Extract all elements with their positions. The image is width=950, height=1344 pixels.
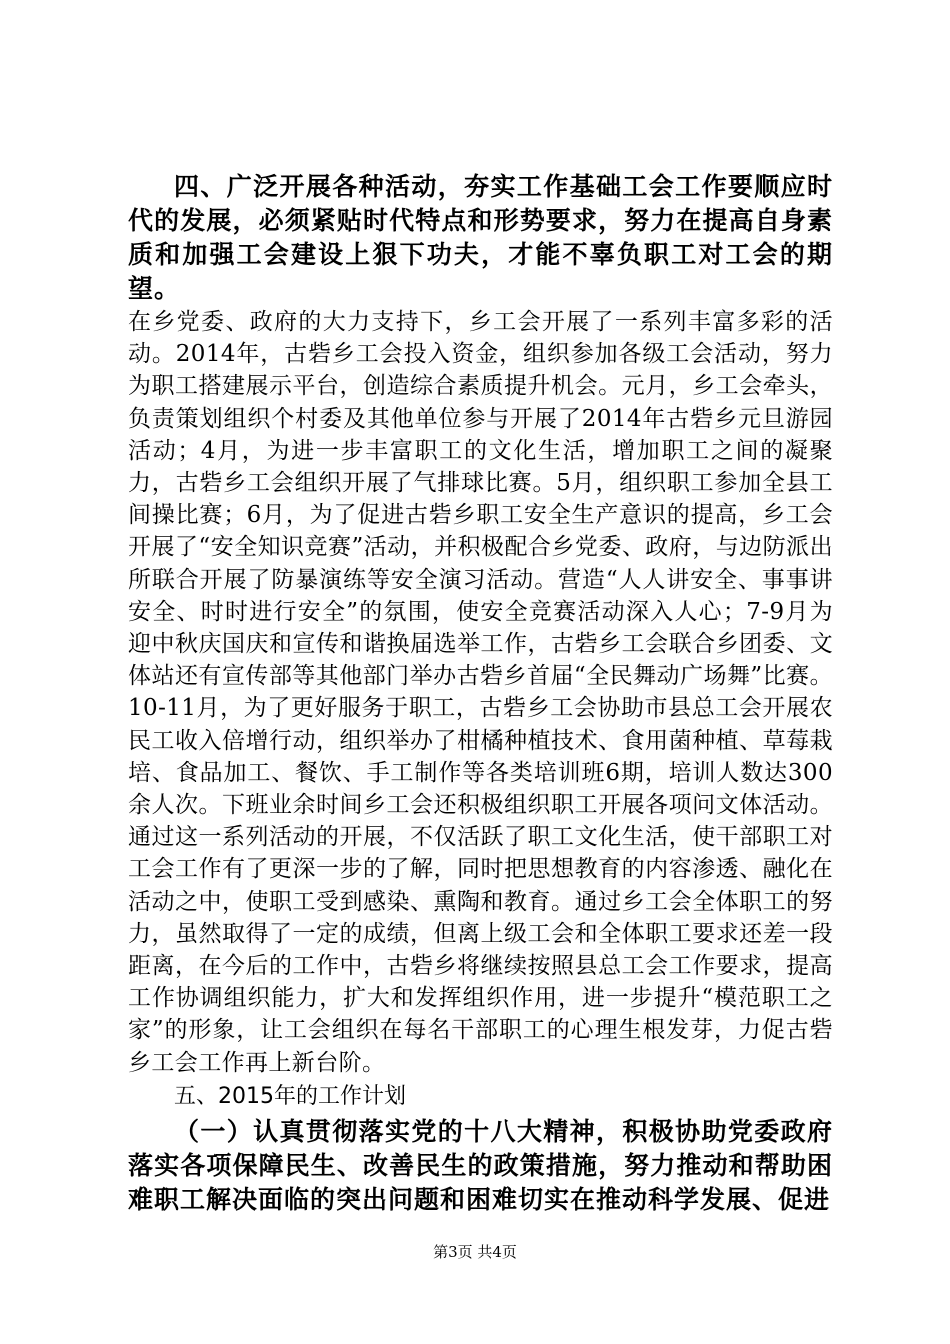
document-body — [128, 170, 833, 1217]
page-footer: 第3页 共4页 — [433, 1243, 517, 1261]
section-4-heading-paragraph: 四、广泛开展各种活动，夯实工作基础工会工作要顺应时代的发展，必须紧贴时代特点和形势要求，努力在提高自身素质和加强工会建设上狠下功夫，才能不辜负职工对工会的期望。 — [128, 172, 833, 303]
section-5-heading: 五、2015年的工作计划 — [174, 1083, 406, 1109]
section-5-item-1-paragraph: （一）认真贯彻落实党的十八大精神，积极协助党委政府落实各项保障民生、改善民生的政策措施，努力推动和帮助困难职工解决面临的突出问题和困难切实在推动科学发展、促进 — [128, 1116, 833, 1214]
section-4-body-paragraph: 在乡党委、政府的大力支持下，乡工会开展了一系列丰富多彩的活动。2014年，古砦乡工会投入资金，组织参加各级工会活动，努力为职工搭建展示平台，创造综合素质提升机会。元月，乡工会牵头，负责策划组织个村委及其他单位参与开展了2014年古砦乡元旦游园活动；4月，为进一步丰富职工的文化生活，增加职工之间的凝聚力，古砦乡工会组织开展了气排球比赛。5月，组织职工参加全县工间操比赛；6月，为了促进古砦乡职工安全生产意识的提高，乡工会开展了“安全知识竞赛”活动，并积极配合乡党委、政府，与边防派出所联合开展了防暴演练等安全演习活动。营造“人人讲安全、事事讲安全、时时进行安全”的氛围，使安全竞赛活动深入人心；7-9月为迎中秋庆国庆和宣传和谐换届选举工作，古砦乡工会联合乡团委、文体站还有宣传部等其他部门举办古砦乡首届“全民舞动广场舞”比赛。10-11月，为了更好服务于职工，古砦乡工会协助市县总工会开展农民工收入倍增行动，组织举办了柑橘种植技术、食用菌种植、草莓栽培、食品加工、餐饮、手工制作等各类培训班6期，培训人数达300余人次。下班业余时间乡工会还积极组织职工开展各项问文体活动。通过这一系列活动的开展，不仅活跃了职工文化生活，使干部职工对工会工作有了更深一步的了解，同时把思想教育的内容渗透、融化在活动之中，使职工受到感染、熏陶和教育。通过乡工会全体职工的努力，虽然取得了一定的成绩，但离上级工会和全体职工要求还差一段距离，在今后的工作中，古砦乡将继续按照县总工会工作要求，提高工作协调组织能力，扩大和发挥组织作用，进一步提升“模范职工之家”的形象，让工会组织在每名干部职工的心理生根发芽，力促古砦乡工会工作再上新台阶。 — [128, 309, 833, 1076]
